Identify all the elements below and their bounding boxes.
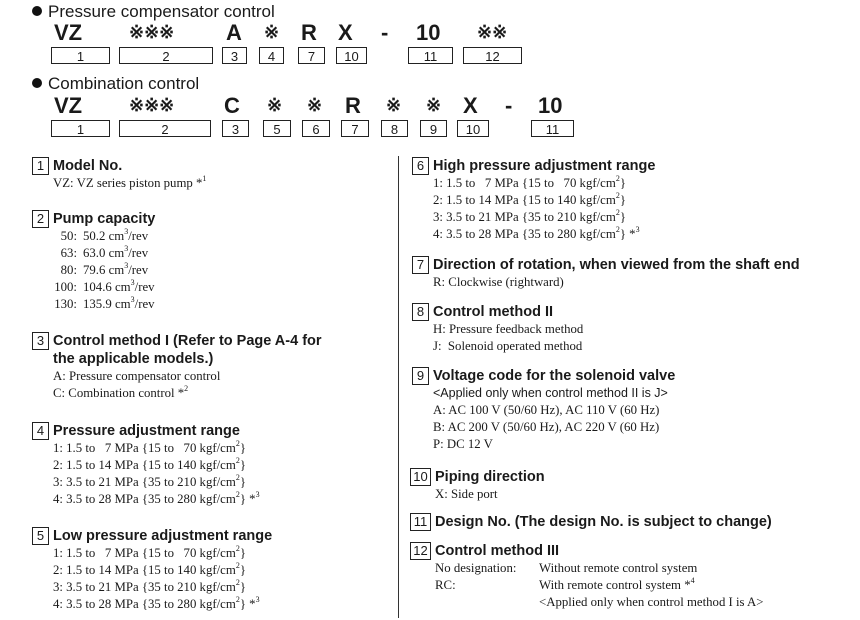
section-line: A: AC 100 V (50/60 Hz), AC 110 V (60 Hz)	[433, 403, 660, 417]
code-part: X	[463, 93, 478, 118]
pressure-control-heading: Pressure compensator control	[32, 2, 275, 22]
section-number: 2	[32, 210, 49, 228]
capacity-line: 63: 63.0 $cm^3$/rev	[60, 244, 149, 260]
section-rotation-direction	[412, 256, 800, 291]
section-model-no	[32, 157, 206, 192]
option-row: RC: With remote control system *$^4$	[435, 576, 695, 592]
section-high-pressure-range	[412, 157, 655, 243]
range-line: 4: 3.5 to 28 MPa {35 to 280 kgf/$cm^2$} *$^3$	[433, 225, 640, 241]
section-title: Low pressure adjustment range	[53, 528, 273, 544]
section-line: X: Side port	[435, 487, 498, 501]
section-title: Design No. (The design No. is subject to change)	[435, 514, 772, 530]
code-part: VZ	[54, 20, 83, 45]
capacity-line: 100: 104.6 $cm^3$/rev	[54, 278, 155, 294]
code-part: ※	[426, 95, 442, 115]
section-number: 8	[412, 303, 429, 321]
bullet-icon	[32, 78, 42, 88]
section-title: Model No.	[53, 158, 123, 174]
section-title: Control method I (Refer to Page A-4 for	[53, 333, 322, 349]
bullet-icon	[32, 6, 42, 16]
section-number: 11	[410, 513, 431, 531]
code-part: R	[345, 93, 361, 118]
section-line: VZ: VZ series piston pump *$^1$	[53, 174, 207, 190]
section-number: 6	[412, 157, 429, 175]
section-control-method-2	[412, 303, 583, 355]
code-box: 5	[263, 120, 291, 137]
capacity-line: 130: 135.9 $cm^3$/rev	[54, 295, 155, 311]
section-pressure-range	[32, 422, 260, 508]
code-part: -	[505, 93, 513, 118]
code-part: ※※	[477, 22, 508, 42]
section-title: Voltage code for the solenoid valve	[433, 368, 676, 384]
section-low-pressure-range	[32, 527, 272, 613]
range-line: 4: 3.5 to 28 MPa {35 to 280 kgf/$cm^2$} *$^3$	[53, 490, 260, 506]
section-title: Pressure adjustment range	[53, 423, 240, 439]
section-line: B: AC 200 V (50/60 Hz), AC 220 V (60 Hz)	[433, 420, 660, 434]
code-box: 2	[119, 47, 213, 64]
range-line: 3: 3.5 to 21 MPa {35 to 210 kgf/$cm^2$}	[433, 208, 626, 224]
section-title: Control method II	[433, 304, 554, 320]
code-box: 7	[298, 47, 325, 64]
code-part: ※※※	[129, 22, 175, 42]
code-part: 10	[538, 93, 563, 118]
column-divider	[398, 156, 399, 618]
section-number: 9	[412, 367, 429, 385]
code-box: 7	[341, 120, 369, 137]
code-box: 6	[302, 120, 330, 137]
section-line: P: DC 12 V	[433, 437, 493, 451]
section-design-no	[410, 513, 772, 531]
range-line: 4: 3.5 to 28 MPa {35 to 280 kgf/$cm^2$} *$^3$	[53, 595, 260, 611]
code-part: ※	[307, 95, 323, 115]
section-number: 4	[32, 422, 49, 440]
range-line: 1: 1.5 to 7 MPa {15 to 70 kgf/$cm^2$}	[53, 439, 246, 455]
code-box: 1	[51, 120, 110, 137]
section-number: 10	[410, 468, 431, 486]
section-piping-direction	[410, 468, 545, 503]
code-box: 9	[420, 120, 447, 137]
code-part: ※	[386, 95, 402, 115]
code-part: ※	[267, 95, 283, 115]
section-control-method-1	[32, 332, 322, 402]
range-line: 1: 1.5 to 7 MPa {15 to 70 kgf/$cm^2$}	[53, 544, 246, 560]
section-title: High pressure adjustment range	[433, 158, 656, 174]
code-box: 10	[457, 120, 489, 137]
section-number: 3	[32, 332, 49, 350]
range-line: 1: 1.5 to 7 MPa {15 to 70 kgf/$cm^2$}	[433, 174, 626, 190]
code-part: X	[338, 20, 353, 45]
combination-control-heading: Combination control	[32, 74, 199, 94]
code-part: R	[301, 20, 317, 45]
range-line: 3: 3.5 to 21 MPa {35 to 210 kgf/$cm^2$}	[53, 578, 246, 594]
code-box: 11	[531, 120, 574, 137]
code-part: A	[226, 20, 242, 45]
code-part: -	[381, 20, 389, 45]
code-box: 10	[336, 47, 367, 64]
range-line: 3: 3.5 to 21 MPa {35 to 210 kgf/$cm^2$}	[53, 473, 246, 489]
section-number: 12	[410, 542, 431, 560]
code-box: 4	[259, 47, 284, 64]
section-line: R: Clockwise (rightward)	[433, 275, 564, 289]
section-line: C: Combination control *$^2$	[53, 384, 189, 400]
section-title: Pump capacity	[53, 211, 156, 227]
code-box: 1	[51, 47, 110, 64]
range-line: 2: 1.5 to 14 MPa {15 to 140 kgf/$cm^2$}	[53, 456, 246, 472]
section-voltage-code	[412, 367, 675, 453]
code-part: VZ	[54, 93, 83, 118]
code-part: ※	[264, 22, 280, 42]
option-row: <Applied only when control method I is A>	[539, 595, 764, 609]
section-number: 1	[32, 157, 49, 175]
section-pump-capacity	[32, 210, 155, 313]
code-box: 12	[463, 47, 522, 64]
section-line: J: Solenoid operated method	[433, 339, 583, 353]
section-number: 7	[412, 256, 429, 274]
section-control-method-3	[410, 542, 764, 611]
code-box: 8	[381, 120, 408, 137]
code-part: 10	[416, 20, 441, 45]
capacity-line: 80: 79.6 $cm^3$/rev	[60, 261, 149, 277]
section-title-cont: the applicable models.)	[53, 351, 214, 367]
section-line: H: Pressure feedback method	[433, 322, 584, 336]
range-line: 2: 1.5 to 14 MPa {15 to 140 kgf/$cm^2$}	[433, 191, 626, 207]
code-box: 2	[119, 120, 211, 137]
section-line: A: Pressure compensator control	[53, 369, 221, 383]
option-row: No designation: Without remote control system	[435, 561, 698, 575]
section-number: 5	[32, 527, 49, 545]
capacity-line: 50: 50.2 $cm^3$/rev	[60, 227, 149, 243]
section-title: Piping direction	[435, 469, 545, 485]
section-title: Direction of rotation, when viewed from the shaft end	[433, 257, 800, 273]
code-box: 3	[222, 120, 249, 137]
code-part: C	[224, 93, 240, 118]
section-title: Control method III	[435, 543, 560, 559]
section-note: <Applied only when control method II is J>	[433, 386, 668, 400]
range-line: 2: 1.5 to 14 MPa {15 to 140 kgf/$cm^2$}	[53, 561, 246, 577]
code-box: 11	[408, 47, 453, 64]
code-box: 3	[222, 47, 247, 64]
code-part: ※※※	[129, 95, 175, 115]
